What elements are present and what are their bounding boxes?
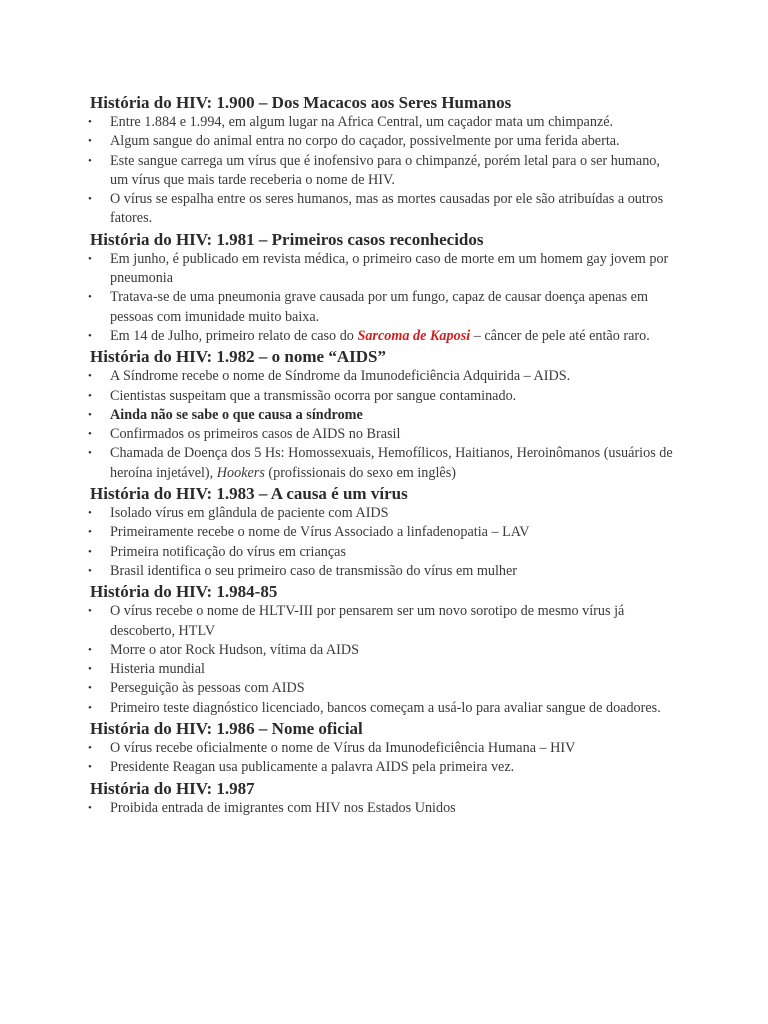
bullet-icon: • [88, 408, 92, 421]
list-item: • Proibida entrada de imigrantes com HIV nos Estados Unidos [0, 799, 768, 818]
list-item: • Morre o ator Rock Hudson, vítima da AIDS [0, 641, 768, 660]
bullet-icon: • [88, 545, 92, 558]
bullet-icon: • [88, 564, 92, 577]
section-title: História do HIV: 1.982 – o nome “AIDS” [90, 347, 386, 367]
list-item: • Confirmados os primeiros casos de AIDS no Brasil [0, 425, 768, 444]
list-item: • Perseguição às pessoas com AIDS [0, 679, 768, 698]
bullet-icon: • [88, 370, 92, 383]
list-item: • Tratava-se de uma pneumonia grave causada por um fungo, capaz de causar doença apenas em pessoas com imunidade muito baixa. [88, 289, 648, 325]
list-item: • Em 14 de Julho, primeiro relato de caso do Sarcoma de Kaposi – câncer de pele até então raro. [0, 327, 768, 346]
section-title: História do HIV: 1.986 – Nome oficial [90, 719, 363, 739]
section-title: História do HIV: 1.900 – Dos Macacos aos Seres Humanos [90, 93, 512, 112]
bullet-icon: • [88, 605, 92, 618]
list-item: • O vírus recebe o nome de HLTV-III por pensarem ser um novo sorotipo de mesmo vírus já descoberto, HTLV [88, 603, 625, 639]
list-item: • Primeiramente recebe o nome de Vírus Associado a linfadenopatia – LAV [0, 523, 768, 542]
bullet-icon: • [88, 116, 92, 128]
bullet-icon: • [88, 447, 92, 460]
bullet-list [0, 739, 768, 778]
list-item: • O vírus recebe oficialmente o nome de Vírus da Imunodeficiência Humana – HIV [0, 739, 768, 758]
list-item: • Histeria mundial [0, 660, 768, 679]
bullet-list [0, 367, 768, 483]
bullet-icon: • [88, 682, 92, 695]
bullet-list [0, 113, 768, 229]
bullet-icon: • [88, 801, 92, 814]
bullet-icon: • [88, 329, 92, 342]
list-item: • Brasil identifica o seu primeiro caso de transmissão do vírus em mulher [0, 562, 768, 581]
list-item: • Entre 1.884 e 1.994, em algum lugar na Africa Central, um caçador mata um chimpanzé. [0, 113, 768, 132]
bullet-icon: • [88, 252, 92, 265]
list-item: • A Síndrome recebe o nome de Síndrome da Imunodeficiência Adquirida – AIDS. [0, 367, 768, 386]
list-item: • Chamada de Doença dos 5 Hs: Homossexuais, Hemofílicos, Haitianos, Heroinômanos (usuários de heroína injetável), Hookers (profissionais do sexo em inglês) [88, 445, 673, 481]
list-item: • Primeiro teste diagnóstico licenciado, bancos começam a usá-lo para avaliar sangue de doadores. [0, 699, 768, 718]
section-title: História do HIV: 1.981 – Primeiros casos reconhecidos [90, 229, 484, 249]
sarcoma-kaposi-link[interactable]: Sarcoma de Kaposi [357, 327, 471, 344]
list-item: • Presidente Reagan usa publicamente a palavra AIDS pela primeira vez. [0, 758, 768, 777]
bullet-list [0, 504, 768, 581]
list-item: • Isolado vírus em glândula de paciente com AIDS [0, 504, 768, 523]
list-item: • O vírus se espalha entre os seres humanos, mas as mortes causadas por ele são atribuídas a outros fatores. [88, 191, 664, 227]
section-title: História do HIV: 1.983 – A causa é um vírus [90, 484, 408, 504]
bullet-icon: • [88, 761, 92, 774]
bullet-icon: • [88, 193, 92, 206]
bullet-list [0, 602, 768, 718]
bullet-icon: • [88, 291, 92, 304]
list-item: • Algum sangue do animal entra no corpo do caçador, possivelmente por uma ferida aberta. [0, 132, 768, 151]
bullet-icon: • [88, 507, 92, 520]
list-item: • Cientistas suspeitam que a transmissão ocorra por sangue contaminado. [0, 387, 768, 406]
list-item: • Este sangue carrega um vírus que é inofensivo para o chimpanzé, porém letal para o ser humano, um vírus que mais tarde receberia o nome de HIV. [88, 152, 660, 188]
section-title: História do HIV: 1.987 [90, 778, 255, 798]
bullet-icon: • [88, 154, 92, 167]
bullet-icon: • [88, 742, 92, 755]
bullet-icon: • [88, 701, 92, 714]
bullet-icon: • [88, 389, 92, 402]
document-page [0, 92, 768, 818]
bullet-icon: • [88, 428, 92, 441]
bullet-list [0, 799, 768, 818]
list-item: • Ainda não se sabe o que causa a síndrome [0, 406, 768, 425]
list-item: • Em junho, é publicado em revista médica, o primeiro caso de morte em um homem gay jovem por pneumonia [88, 250, 669, 287]
bullet-list [0, 250, 768, 346]
bullet-icon: • [88, 135, 92, 148]
section-title: História do HIV: 1.984-85 [90, 582, 278, 602]
bullet-icon: • [88, 663, 92, 676]
bullet-icon: • [88, 526, 92, 539]
list-item: • Primeira notificação do vírus em crianças [0, 543, 768, 562]
bullet-icon: • [88, 643, 92, 656]
